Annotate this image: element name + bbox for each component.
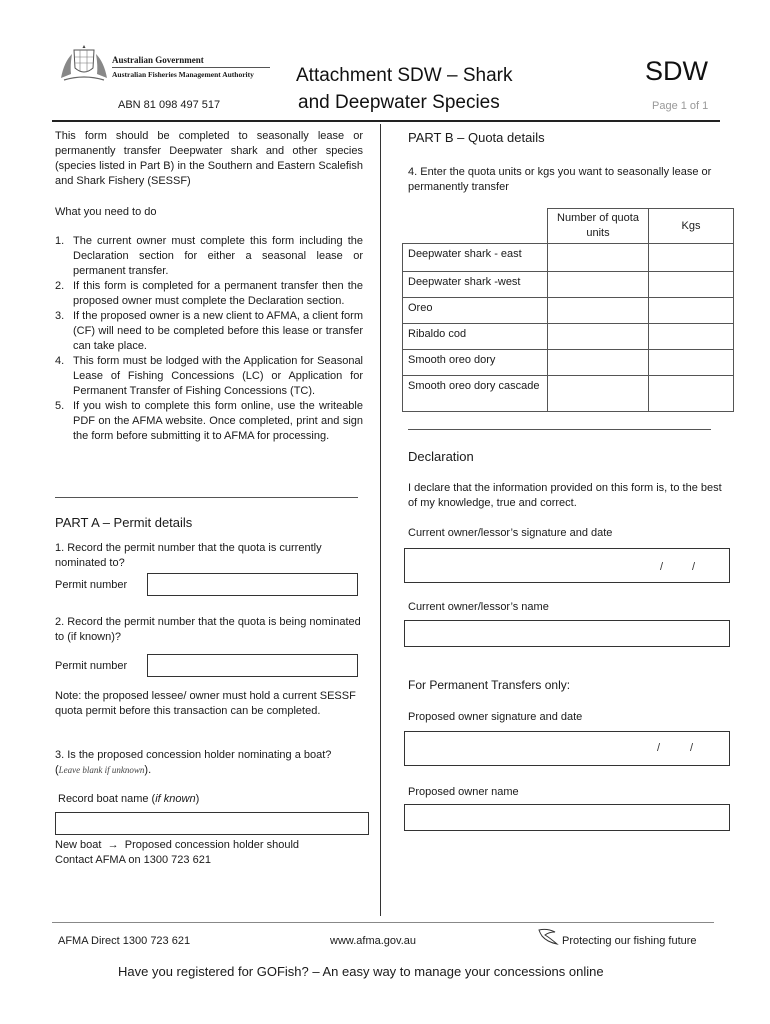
current-owner-signature-label: Current owner/lessor’s signature and date [408, 527, 613, 539]
new-boat-note: New boat → Proposed concession holder should Contact AFMA on 1300 723 621 [55, 839, 300, 866]
part-b-heading: PART B – Quota details [408, 130, 545, 145]
footer-phone: AFMA Direct 1300 723 621 [58, 935, 191, 947]
logo-divider [112, 67, 270, 68]
instruction-item: 4. This form must be lodged with the Application for Seasonal Lease of Fishing Concessions (LC) or Application for Permanent Transfer of Fishing Concessions (TC). [55, 355, 363, 397]
quota-table [402, 208, 734, 412]
kgs-cell[interactable] [649, 272, 734, 298]
table-row: Deepwater shark - east [403, 244, 734, 272]
form-title-line2: and Deepwater Species [298, 92, 500, 113]
footer-tagline: Protecting our fishing future [562, 935, 697, 947]
instruction-item: 5. If you wish to complete this form online, use the writeable PDF on the AFMA website. Once completed, print and sign the form before submitting it to AFMA for processing. [55, 400, 363, 442]
section-divider [408, 429, 711, 430]
permanent-transfer-heading: For Permanent Transfers only: [408, 678, 571, 692]
declaration-text: I declare that the information provided on this form is, to the best of my knowledge, true and correct. [408, 482, 722, 509]
table-row: Smooth oreo dory cascade [403, 376, 734, 412]
instruction-item: 1. The current owner must complete this form including the Declaration section for either a seasonal lease or permanent transfer. [55, 235, 363, 277]
footer-divider [52, 922, 714, 923]
form-title-line1: Attachment SDW – Shark [296, 65, 513, 86]
coat-of-arms-logo [58, 44, 110, 84]
instruction-item: 3. If the proposed owner is a new client to AFMA, a client form (CF) will need to be completed before this lease or transfer can take place. [55, 310, 363, 352]
instruction-item: 2. If this form is completed for a permanent transfer then the proposed owner must complete the Declaration section. [55, 280, 363, 307]
date-separator: / [690, 742, 694, 754]
arrow-icon: → [107, 839, 119, 851]
current-owner-signature-field[interactable] [404, 548, 730, 583]
kgs-cell[interactable] [649, 244, 734, 272]
kgs-cell[interactable] [649, 350, 734, 376]
table-row: Ribaldo cod [403, 324, 734, 350]
units-column-header: Number of quota units [548, 209, 649, 244]
proposed-owner-name-label: Proposed owner name [408, 786, 519, 798]
proposed-owner-signature-field[interactable] [404, 731, 730, 766]
proposed-owner-signature-label: Proposed owner signature and date [408, 711, 583, 723]
units-cell[interactable] [548, 244, 649, 272]
table-row: Smooth oreo dory [403, 350, 734, 376]
new-permit-number-field[interactable] [147, 654, 358, 677]
part-a-heading: PART A – Permit details [55, 515, 193, 530]
units-cell[interactable] [548, 350, 649, 376]
question-4: 4. Enter the quota units or kgs you want to seasonally lease or permanently transfer [408, 166, 712, 193]
date-separator: / [660, 561, 664, 573]
declaration-heading: Declaration [408, 449, 474, 464]
question-2: 2. Record the permit number that the quota is being nominated to (if known)? [55, 616, 361, 643]
question-1: 1. Record the permit number that the quota is currently nominated to? [55, 542, 322, 569]
instructions-heading: What you need to do [55, 206, 157, 218]
units-cell[interactable] [548, 376, 649, 412]
kgs-column-header: Kgs [649, 209, 734, 244]
afma-swoosh-icon [537, 926, 559, 946]
kgs-cell[interactable] [649, 324, 734, 350]
question-3: 3. Is the proposed concession holder nominating a boat? (Leave blank if unknown). [55, 749, 332, 776]
units-cell[interactable] [548, 298, 649, 324]
question-3-hint: Leave blank if unknown [58, 765, 145, 775]
table-header-row [403, 209, 734, 244]
current-permit-label: Permit number [55, 579, 128, 591]
authority-name: Australian Fisheries Management Authority [112, 70, 254, 79]
date-separator: / [692, 561, 696, 573]
table-row: Oreo [403, 298, 734, 324]
intro-text: This form should be completed to seasonally lease or permanently transfer Deepwater shark and other species (species listed in Part B) in the Southern and Eastern Scalefish and Shark Fishery (SESSF) [55, 130, 363, 187]
new-permit-label: Permit number [55, 660, 128, 672]
kgs-cell[interactable] [649, 376, 734, 412]
government-name: Australian Government [112, 55, 204, 65]
gofish-promo: Have you registered for GOFish? – An easy way to manage your concessions online [118, 964, 604, 979]
proposed-owner-name-field[interactable] [404, 804, 730, 831]
boat-name-field[interactable] [55, 812, 369, 835]
instruction-list [55, 234, 363, 444]
column-divider [380, 124, 381, 916]
abn-number: ABN 81 098 497 517 [118, 99, 221, 111]
header-divider [52, 120, 720, 122]
current-permit-number-field[interactable] [147, 573, 358, 596]
units-cell[interactable] [548, 324, 649, 350]
current-owner-name-label: Current owner/lessor’s name [408, 601, 549, 613]
date-separator: / [657, 742, 661, 754]
footer-website[interactable]: www.afma.gov.au [330, 935, 417, 947]
kgs-cell[interactable] [649, 298, 734, 324]
boat-name-label: Record boat name (if known) [58, 793, 200, 805]
page-indicator: Page 1 of 1 [652, 100, 709, 112]
section-divider [55, 497, 358, 498]
current-owner-name-field[interactable] [404, 620, 730, 647]
table-row: Deepwater shark -west [403, 272, 734, 298]
units-cell[interactable] [548, 272, 649, 298]
permit-note: Note: the proposed lessee/ owner must hold a current SESSF quota permit before this transaction can be completed. [55, 690, 356, 717]
form-code: SDW [645, 56, 708, 86]
